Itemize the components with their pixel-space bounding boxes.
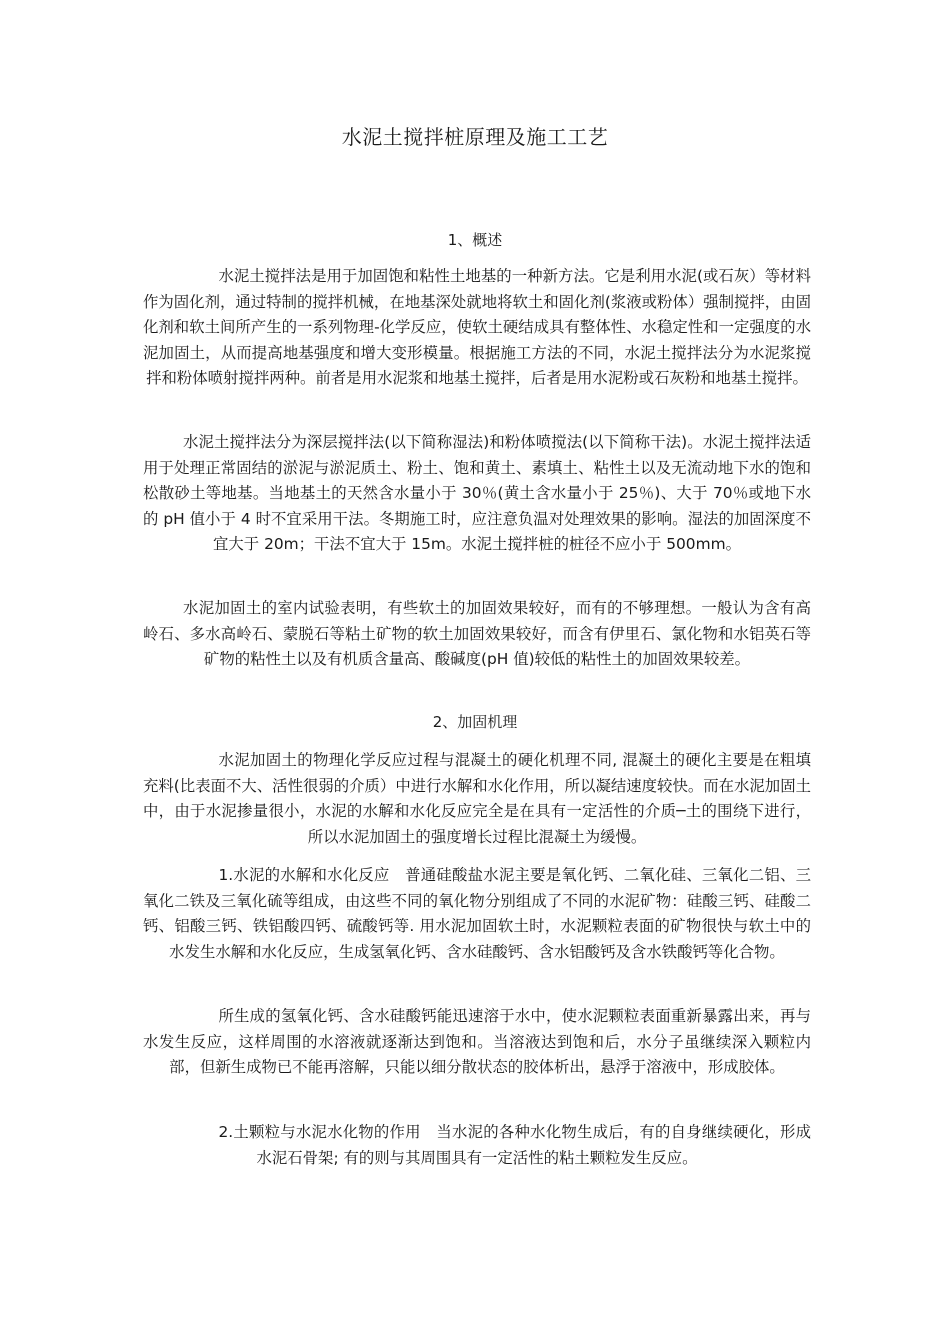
section-heading-overview: 1、概述 — [447, 231, 503, 249]
paragraph-overview-intro: 水泥土搅拌法是用于加固饱和粘性土地基的一种新方法。它是利用水泥(或石灰）等材料作为固化剂，通过特制的搅拌机械，在地基深处就地将软土和固化剂(浆液或粉体）强制搅拌，由固化剂和软土间所产生的一系列物理-化学反应，使软土硬结成具有整体性、水稳定性和一定强度的水泥加固土，从而提高地基强度和增大变形模量。根据施工方法的不同，水泥土搅拌法分为水泥浆搅拌和粉体喷射搅拌两种。前者是用水泥浆和地基土搅拌，后者是用水泥粉或石灰粉和地基土搅拌。 — [143, 267, 811, 387]
paragraph-overview-methods: 水泥土搅拌法分为深层搅拌法(以下简称湿法)和粉体喷搅法(以下简称干法)。水泥土搅拌法适用于处理正常固结的淤泥与淤泥质土、粉土、饱和黄土、素填土、粘性土以及无流动地下水的饱和松散砂土等地基。当地基土的天然含水量小于 30％(黄土含水量小于 25％)、大于 70％或地下水的 pH 值小于 4 时不宜采用干法。冬期施工时，应注意负温对处理效果的影响。湿法的加固深度不宜大于 20m；干法不宜大于 15m。水泥土搅拌桩的桩径不应小于 500mm。 — [143, 433, 811, 553]
paragraph-hydrolysis: 1.水泥的水解和水化反应 普通硅酸盐水泥主要是氧化钙、二氧化硅、三氧化二铝、三氧化二铁及三氧化硫等组成，由这些不同的氧化物分别组成了不同的水泥矿物：硅酸三钙、硅酸二钙、铝酸三钙、铁铝酸四钙、硫酸钙等. 用水泥加固软土时，水泥颗粒表面的矿物很快与软土中的水发生水解和水化反应，生成氢氧化钙、含水硅酸钙、含水铝酸钙及含水铁酸钙等化合物。 — [143, 866, 811, 961]
paragraph-overview-lab-tests: 水泥加固土的室内试验表明，有些软土的加固效果较好，而有的不够理想。一般认为含有高岭石、多水高岭石、蒙脱石等粘土矿物的软土加固效果较好，而含有伊里石、氯化物和水铝英石等矿物的粘性土以及有机质含量高、酸碱度(pH 值)较低的粘性土的加固效果较差。 — [143, 599, 811, 668]
paragraph-soil-particles: 2.土颗粒与水泥水化物的作用 当水泥的各种水化物生成后，有的自身继续硬化，形成水泥石骨架; 有的则与其周围具有一定活性的粘土颗粒发生反应。 — [218, 1123, 811, 1167]
document-title: 水泥土搅拌桩原理及施工工艺 — [341, 125, 609, 149]
paragraph-colloid: 所生成的氢氧化钙、含水硅酸钙能迅速溶于水中，使水泥颗粒表面重新暴露出来，再与水发生反应，这样周围的水溶液就逐渐达到饱和。当溶液达到饱和后，水分子虽继续深入颗粒内部，但新生成物已不能再溶解，只能以细分散状态的胶体析出，悬浮于溶液中，形成胶体。 — [143, 1007, 811, 1076]
section-heading-mechanism: 2、加固机理 — [432, 713, 518, 731]
paragraph-mechanism-intro: 水泥加固土的物理化学反应过程与混凝土的硬化机理不同, 混凝土的硬化主要是在粗填充料(比表面不大、活性很弱的介质）中进行水解和水化作用，所以凝结速度较快。而在水泥加固土中，由于水泥掺量很小，水泥的水解和水化反应完全是在具有一定活性的介质─土的围绕下进行，所以水泥加固土的强度增长过程比混凝土为缓慢。 — [143, 751, 811, 846]
